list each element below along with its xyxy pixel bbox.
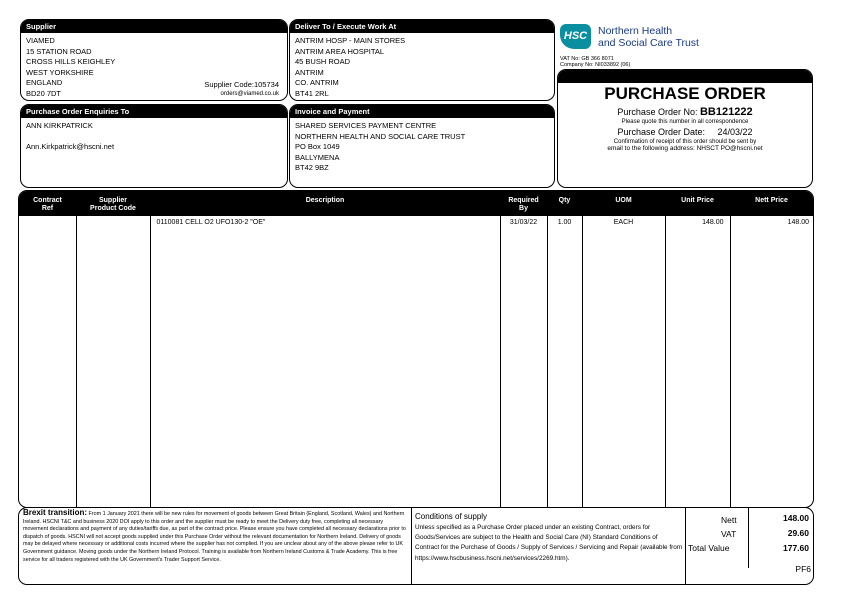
- col-header-description: Description: [150, 191, 500, 216]
- supplier-box: [20, 19, 288, 101]
- brexit-section: [23, 509, 408, 564]
- vat-number: VAT No: GB 366 8071: [560, 56, 614, 62]
- trust-name-line2: and Social Care Trust: [598, 37, 699, 49]
- hsc-logo-text: HSC: [563, 30, 588, 42]
- po-date-row: [558, 127, 812, 137]
- invoice-header: Invoice and Payment: [290, 105, 554, 118]
- form-code: PF6: [795, 564, 811, 574]
- col-header-unit-price: Unit Price: [665, 191, 730, 216]
- deliver-header: Deliver To / Execute Work At: [290, 20, 554, 33]
- totals-col-divider: [748, 508, 749, 568]
- footer-divider: [411, 508, 412, 584]
- invoice-line: SHARED SERVICES PAYMENT CENTRE: [295, 121, 437, 130]
- enquiries-header: Purchase Order Enquiries To: [21, 105, 287, 118]
- deliver-line: BT41 2RL: [295, 88, 329, 98]
- po-title: PURCHASE ORDER: [604, 84, 766, 103]
- vat-value: 29.60: [787, 528, 809, 538]
- deliver-line: CO. ANTRIM: [295, 78, 339, 88]
- deliver-line: ANTRIM HOSP - MAIN STORES: [295, 36, 406, 45]
- cell-contract-ref: [19, 216, 76, 507]
- items-table-box: [18, 190, 814, 508]
- cell-product-code: [76, 216, 150, 507]
- cell-qty: 1.00: [547, 216, 582, 507]
- enquiries-contact: [21, 118, 287, 152]
- table-row: [19, 216, 813, 507]
- po-confirm-line2: email to the following address: NHSCT PO@hscni.net: [607, 145, 763, 152]
- invoice-address: [290, 118, 554, 174]
- nett-label: Nett: [721, 515, 737, 525]
- supplier-line: VIAMED: [26, 36, 55, 45]
- col-header-contract-ref: Contract Ref: [19, 191, 76, 216]
- deliver-to-box: [289, 19, 555, 101]
- po-header-bar: [558, 70, 812, 83]
- invoice-box: [289, 104, 555, 188]
- col-header-nett-price: Nett Price: [730, 191, 813, 216]
- invoice-line: BT42 9BZ: [295, 163, 329, 173]
- supplier-email[interactable]: orders@viamed.co.uk: [220, 91, 279, 97]
- total-value: 177.60: [783, 543, 809, 553]
- po-number: BB121222: [699, 106, 753, 118]
- cell-uom: EACH: [582, 216, 665, 507]
- supplier-line: ENGLAND: [26, 78, 63, 88]
- nett-value: 148.00: [783, 513, 809, 523]
- supplier-code: Supplier Code:105734: [204, 80, 279, 89]
- deliver-address: [290, 33, 554, 100]
- cell-nett-price: 148.00: [730, 216, 813, 507]
- col-header-qty: Qty: [547, 191, 582, 216]
- trust-name-line1: Northern Health: [598, 25, 673, 37]
- supplier-header: Supplier: [21, 20, 287, 33]
- enquiries-name: ANN KIRKPATRICK: [26, 121, 93, 130]
- po-date-label: Purchase Order Date:: [617, 127, 705, 137]
- po-quote-note: Please quote this number in all correspondence: [621, 119, 749, 125]
- enquiries-box: [20, 104, 288, 188]
- vat-label: VAT: [721, 529, 737, 539]
- cell-required-by: 31/03/22: [500, 216, 547, 507]
- company-number: Company No: NI033892 (06): [560, 62, 631, 68]
- supplier-address: [21, 33, 287, 100]
- deliver-line: ANTRIM AREA HOSPITAL: [295, 46, 385, 56]
- invoice-line: NORTHERN HEALTH AND SOCIAL CARE TRUST: [295, 131, 466, 141]
- hsc-logo-icon: [560, 24, 591, 49]
- brexit-title: Brexit transition:: [23, 508, 88, 517]
- po-number-label: Purchase Order No:: [617, 107, 698, 117]
- po-date: 24/03/22: [717, 127, 753, 137]
- supplier-line: 15 STATION ROAD: [26, 46, 92, 56]
- conditions-section: [415, 512, 683, 564]
- supplier-line: CROSS HILLS KEIGHLEY: [26, 57, 116, 67]
- deliver-line: ANTRIM: [295, 67, 324, 77]
- total-label: Total Value: [688, 543, 730, 553]
- invoice-line: PO Box 1049: [295, 142, 340, 152]
- po-number-row: [558, 106, 812, 118]
- items-table: [19, 191, 813, 507]
- cell-unit-price: 148.00: [665, 216, 730, 507]
- po-confirm-line1: Confirmation of receipt of this order should be sent by: [613, 139, 757, 145]
- col-header-uom: UOM: [582, 191, 665, 216]
- supplier-line: BD20 7DT: [26, 88, 62, 98]
- totals-divider: [685, 508, 686, 584]
- supplier-line: WEST YORKSHIRE: [26, 67, 94, 77]
- footer-box: [18, 507, 814, 585]
- cell-description: 0110081 CELL O2 UFO130-2 "OE": [150, 216, 500, 507]
- brexit-text: From 1 January 2021 there will be new rules for movement of goods between Great Britain (England, Scotland, Wales) and Northern Ireland. HSCNI T&C and business 2020 DOI apply to this order and the supplier must be ready to meet the Delivery duty free, completing all necessary movement declarations and payment of any duties/tariffs due, as part of the contract price. Please ensure you have completed all necessary declarations prior to dispatch of goods. HSCNI will not accept goods supplied under this Purchase Order without the relevant documentation for Northern Ireland. Delivery of goods may be delayed where necessary or additional costs incurred where the supplier has not complied. If you are unclear about any of the above please refer to UK Government guidance. Moving goods under the Northern Ireland Protocol. Training is available from Northern Ireland Customs & Trade Academy. This is free service for all traders registered with the UK Government's Trader Support Service.: [23, 511, 406, 563]
- conditions-text: Unless specified as a Purchase Order placed under an existing Contract, orders for Goods/Services are subject to the Health and Social Care (NI) Standard Conditions of Contract for the Purchase of Goods / Supply of Services / Servicing and Repair (available from https://www.hscbusiness.hscni.net/services/2269.htm).: [415, 524, 683, 562]
- purchase-order-box: [557, 69, 813, 188]
- enquiries-email[interactable]: Ann.Kirkpatrick@hscni.net: [26, 141, 115, 151]
- conditions-title: Conditions of supply: [415, 512, 488, 521]
- invoice-line: BALLYMENA: [295, 152, 340, 162]
- deliver-line: 45 BUSH ROAD: [295, 57, 351, 67]
- col-header-product-code: Supplier Product Code: [76, 191, 150, 216]
- col-header-required-by: Required By: [500, 191, 547, 216]
